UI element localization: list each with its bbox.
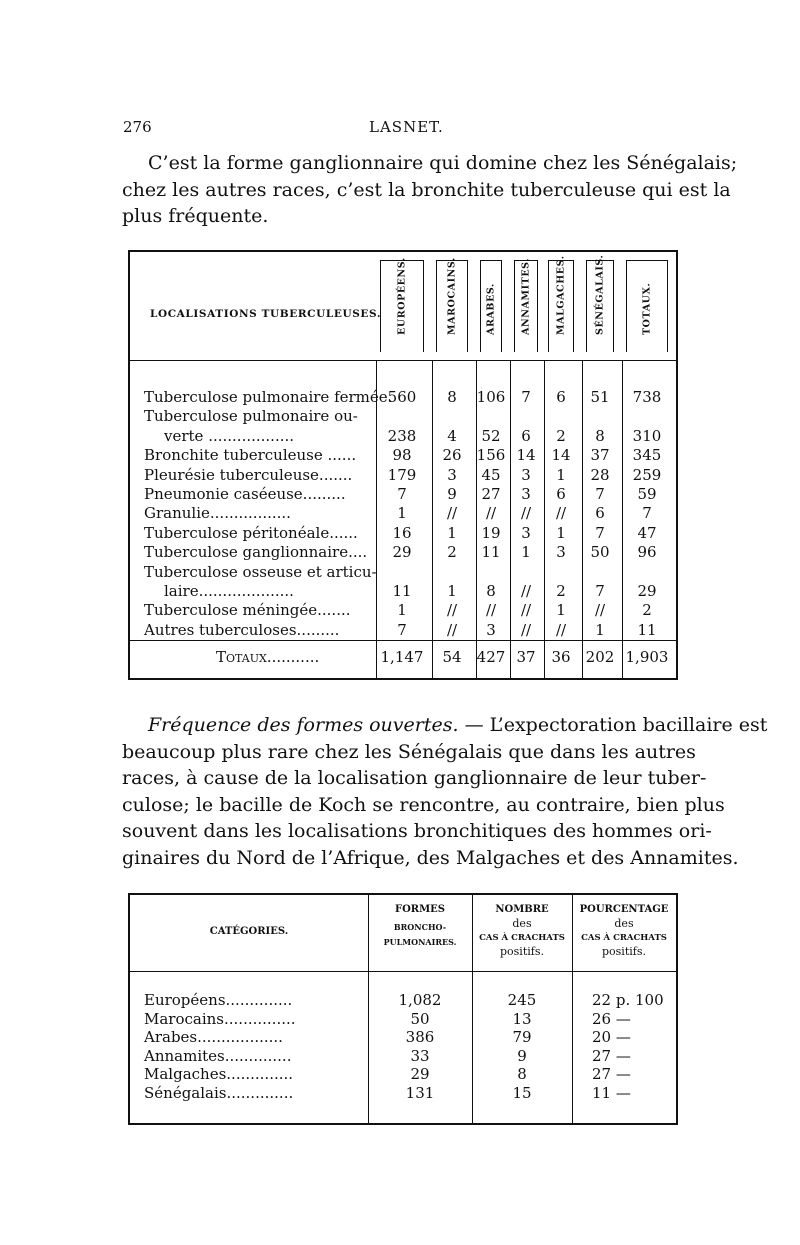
column-header xyxy=(380,257,424,352)
nombre-header-top: NOMBRE xyxy=(495,904,549,915)
nombre-value: 8 xyxy=(517,1065,527,1083)
cell-value: 2 xyxy=(642,601,652,620)
text-line: races, à cause de la localisation ganglionnaire de leur tuber- xyxy=(122,767,707,789)
cell-value: 1 xyxy=(397,504,407,523)
pct-header-bottom: positifs. xyxy=(602,945,646,958)
row-label: Européens.............. xyxy=(144,991,293,1009)
total-value: 202 xyxy=(585,648,615,666)
formes-value: 29 xyxy=(410,1065,430,1083)
cell-value: 345 xyxy=(632,446,662,465)
cell-value: 11 xyxy=(481,543,501,562)
row-label: Marocains............... xyxy=(144,1009,296,1028)
text-line: plus fréquente. xyxy=(122,205,269,227)
page-number: 276 xyxy=(123,118,152,136)
cell-value: // xyxy=(520,601,532,620)
table-row xyxy=(130,1065,676,1085)
row-label: Malgaches.............. xyxy=(144,1065,294,1083)
cell-value: // xyxy=(520,582,532,600)
cell-value: 1 xyxy=(595,620,605,639)
header-rule xyxy=(130,971,676,972)
cell-value: 1 xyxy=(556,601,566,620)
formes-value: 1,082 xyxy=(398,991,442,1009)
text-line: chez les autres races, c’est la bronchite tuberculeuse qui est la xyxy=(122,178,731,201)
nombre-value: 79 xyxy=(512,1028,532,1046)
table-row xyxy=(130,621,676,640)
cell-value: 1 xyxy=(556,523,566,542)
total-value: 54 xyxy=(442,648,462,666)
row-label: Pneumonie caséeuse......... xyxy=(144,485,346,503)
table-row xyxy=(130,543,676,562)
table-row xyxy=(130,466,676,485)
cell-value: 14 xyxy=(516,446,536,465)
cell-value: 8 xyxy=(447,388,457,406)
table-row xyxy=(130,582,676,601)
row-label: Tuberculose ganglionnaire.... xyxy=(144,543,368,562)
cell-value: // xyxy=(520,504,532,523)
column-header-label: SÉNÉGALAIS. xyxy=(594,254,606,335)
column-header-label: TOTAUX. xyxy=(641,282,653,335)
total-value: 37 xyxy=(516,648,536,666)
nombre-value: 13 xyxy=(512,1009,532,1028)
text-line: ginaires du Nord de l’Afrique, des Malgaches et des Annamites. xyxy=(122,846,739,869)
cell-value: 3 xyxy=(556,543,566,562)
formes-header-top: FORMES xyxy=(394,904,446,915)
text-line: C’est la forme ganglionnaire qui domine chez les Sénégalais; xyxy=(148,152,738,174)
cell-value: 29 xyxy=(637,582,657,600)
row-label: Arabes.................. xyxy=(144,1028,283,1046)
pct-value: 20 — xyxy=(592,1028,631,1046)
frequency-paragraph xyxy=(122,712,768,871)
pct-header-top: POURCENTAGE xyxy=(579,904,669,915)
pct-header-sub: CAS À CRACHATS xyxy=(581,933,667,943)
table-row xyxy=(130,407,676,426)
cell-value: 1 xyxy=(521,543,531,562)
total-value: 36 xyxy=(551,648,571,666)
cell-value: 6 xyxy=(556,388,566,406)
cell-value: 7 xyxy=(595,523,605,542)
formes-header xyxy=(368,903,472,950)
table-row xyxy=(130,427,676,446)
cell-value: // xyxy=(594,601,606,620)
cell-value: 27 xyxy=(481,485,501,503)
nombre-header-mid: des xyxy=(512,917,532,930)
cell-value: 1 xyxy=(397,601,407,620)
table-row xyxy=(130,1010,676,1030)
text-line xyxy=(122,712,768,739)
cell-value: 51 xyxy=(590,388,610,406)
nombre-value: 9 xyxy=(517,1046,527,1065)
row-label: Tuberculose pulmonaire fermée. xyxy=(144,388,393,406)
formes-value: 33 xyxy=(410,1046,430,1065)
totals-rule xyxy=(130,640,676,641)
cell-value: 3 xyxy=(521,485,531,503)
row-label: Tuberculose péritonéale...... xyxy=(144,523,358,542)
totals-row xyxy=(130,648,676,667)
table-row xyxy=(130,485,676,504)
column-header-label: ANNAMITES. xyxy=(520,257,532,335)
row-label: Pleurésie tuberculeuse....... xyxy=(144,465,353,484)
row-label: Tuberculose méningée....... xyxy=(144,601,351,620)
cell-value: 28 xyxy=(590,465,610,484)
table-row xyxy=(130,1047,676,1067)
row-label: verte .................. xyxy=(164,426,295,445)
cell-value: 2 xyxy=(556,582,566,600)
cell-value: 259 xyxy=(632,465,662,484)
cell-value: 19 xyxy=(481,523,501,542)
open-forms-table xyxy=(128,893,678,1125)
formes-value: 131 xyxy=(405,1083,435,1102)
cell-value: 3 xyxy=(521,465,531,484)
categories-header: CATÉGORIES. xyxy=(209,926,289,937)
cell-value: 1 xyxy=(447,523,457,542)
cell-value: 98 xyxy=(392,446,412,465)
row-label: Annamites.............. xyxy=(144,1046,292,1065)
cell-value: 560 xyxy=(387,388,417,406)
cell-value: 14 xyxy=(551,446,571,465)
text-fragment: — L’expectoration bacillaire est xyxy=(458,714,768,736)
cell-value: 2 xyxy=(447,543,457,562)
row-label: Sénégalais.............. xyxy=(144,1083,294,1102)
cell-value: // xyxy=(555,620,567,639)
cell-value: 7 xyxy=(521,388,531,406)
pct-value: 27 — xyxy=(592,1046,631,1065)
nombre-header-sub: CAS À CRACHATS xyxy=(479,933,565,943)
column-header-label: MALGACHES. xyxy=(555,255,567,335)
table-row xyxy=(130,388,676,407)
column-header xyxy=(436,257,468,352)
cell-value: 11 xyxy=(392,582,412,600)
intro-paragraph xyxy=(122,150,738,230)
running-title: LASNET. xyxy=(369,118,444,136)
cell-value: 106 xyxy=(476,388,506,406)
table-row xyxy=(130,1084,676,1104)
column-header xyxy=(626,260,668,352)
nombre-header xyxy=(472,903,572,959)
pct-header xyxy=(572,903,676,959)
cell-value: 1 xyxy=(447,582,457,600)
cell-value: 26 xyxy=(442,446,462,465)
nombre-value: 15 xyxy=(512,1083,532,1102)
cell-value: 2 xyxy=(556,426,566,445)
cell-value: 6 xyxy=(556,485,566,503)
table-row xyxy=(130,563,676,582)
cell-value: 96 xyxy=(637,543,657,562)
cell-value: 59 xyxy=(637,485,657,503)
cell-value: 7 xyxy=(595,485,605,503)
localisation-table xyxy=(128,250,678,680)
table-row xyxy=(130,524,676,543)
text-line: beaucoup plus rare chez les Sénégalais que dans les autres xyxy=(122,740,696,763)
table-row xyxy=(130,504,676,523)
column-header-label: EUROPÉENS. xyxy=(396,257,408,335)
table-row xyxy=(130,601,676,620)
pct-header-mid: des xyxy=(614,917,634,930)
text-line: souvent dans les localisations bronchitiques des hommes ori- xyxy=(122,820,712,842)
cell-value: 7 xyxy=(642,504,652,523)
table-row xyxy=(130,1028,676,1048)
running-head xyxy=(123,118,683,138)
pct-value: 27 — xyxy=(592,1065,631,1083)
cell-value: 29 xyxy=(392,543,412,562)
cell-value: // xyxy=(446,601,458,620)
cell-value: 37 xyxy=(590,446,610,465)
row-label: Autres tuberculoses......... xyxy=(144,620,340,639)
nombre-value: 245 xyxy=(507,991,537,1009)
cell-value: // xyxy=(555,504,567,523)
cell-value: 52 xyxy=(481,426,501,445)
cell-value: // xyxy=(446,620,458,639)
section-title: Fréquence des formes ouvertes. xyxy=(148,714,459,736)
cell-value: 310 xyxy=(632,426,662,445)
cell-value: // xyxy=(446,504,458,523)
text-line: culose; le bacille de Koch se rencontre, au contraire, bien plus xyxy=(122,793,725,816)
cell-value: 7 xyxy=(595,582,605,600)
cell-value: // xyxy=(520,620,532,639)
row-label: Tuberculose pulmonaire ou- xyxy=(144,407,358,426)
total-value: 1,903 xyxy=(625,648,669,666)
row-label: Granulie................. xyxy=(144,504,291,523)
cell-value: 8 xyxy=(486,582,496,600)
table-row xyxy=(130,446,676,465)
column-header xyxy=(480,260,502,352)
cell-value: 1 xyxy=(556,465,566,484)
cell-value: 179 xyxy=(387,465,417,484)
cell-value: // xyxy=(485,601,497,620)
total-value: 1,147 xyxy=(380,648,424,666)
column-header-label: MAROCAINS. xyxy=(446,257,458,335)
cell-value: 50 xyxy=(590,543,610,562)
cell-value: 47 xyxy=(637,523,657,542)
cell-value: 45 xyxy=(481,465,501,484)
column-header xyxy=(514,257,538,352)
header-rule xyxy=(130,360,676,361)
cell-value: 3 xyxy=(486,620,496,639)
cell-value: 156 xyxy=(476,446,506,465)
cell-value: 6 xyxy=(595,504,605,523)
cell-value: 16 xyxy=(392,523,412,542)
cell-value: 9 xyxy=(447,485,457,503)
cell-value: 3 xyxy=(447,465,457,484)
row-label: Bronchite tuberculeuse ...... xyxy=(144,446,357,465)
row-label: laire.................... xyxy=(164,582,294,600)
cell-value: 7 xyxy=(397,485,407,503)
totals-label: Totaux........... xyxy=(216,648,320,666)
pct-value: 11 — xyxy=(592,1083,631,1102)
cell-value: 3 xyxy=(521,523,531,542)
cell-value: 738 xyxy=(632,388,662,406)
column-header xyxy=(548,255,574,352)
cell-value: 8 xyxy=(595,426,605,445)
cell-value: 4 xyxy=(447,426,457,445)
cell-value: 7 xyxy=(397,620,407,639)
cell-value: // xyxy=(485,504,497,523)
column-header xyxy=(586,254,614,352)
row-label: Tuberculose osseuse et articu- xyxy=(144,562,377,581)
nombre-header-bottom: positifs. xyxy=(500,945,544,958)
cell-value: 238 xyxy=(387,426,417,445)
pct-value: 26 — xyxy=(592,1009,631,1028)
table-row xyxy=(130,991,676,1011)
formes-value: 386 xyxy=(405,1028,435,1046)
cell-value: 11 xyxy=(637,620,657,639)
pct-value: 22 p. 100 xyxy=(592,991,664,1009)
column-header-label: ARABES. xyxy=(485,283,497,335)
formes-value: 50 xyxy=(410,1009,430,1028)
formes-header-bottom: BRONCHO-PULMONAIRES. xyxy=(383,922,457,947)
localisations-header: LOCALISATIONS TUBERCULEUSES. xyxy=(150,308,382,320)
cell-value: 6 xyxy=(521,426,531,445)
total-value: 427 xyxy=(476,648,506,666)
